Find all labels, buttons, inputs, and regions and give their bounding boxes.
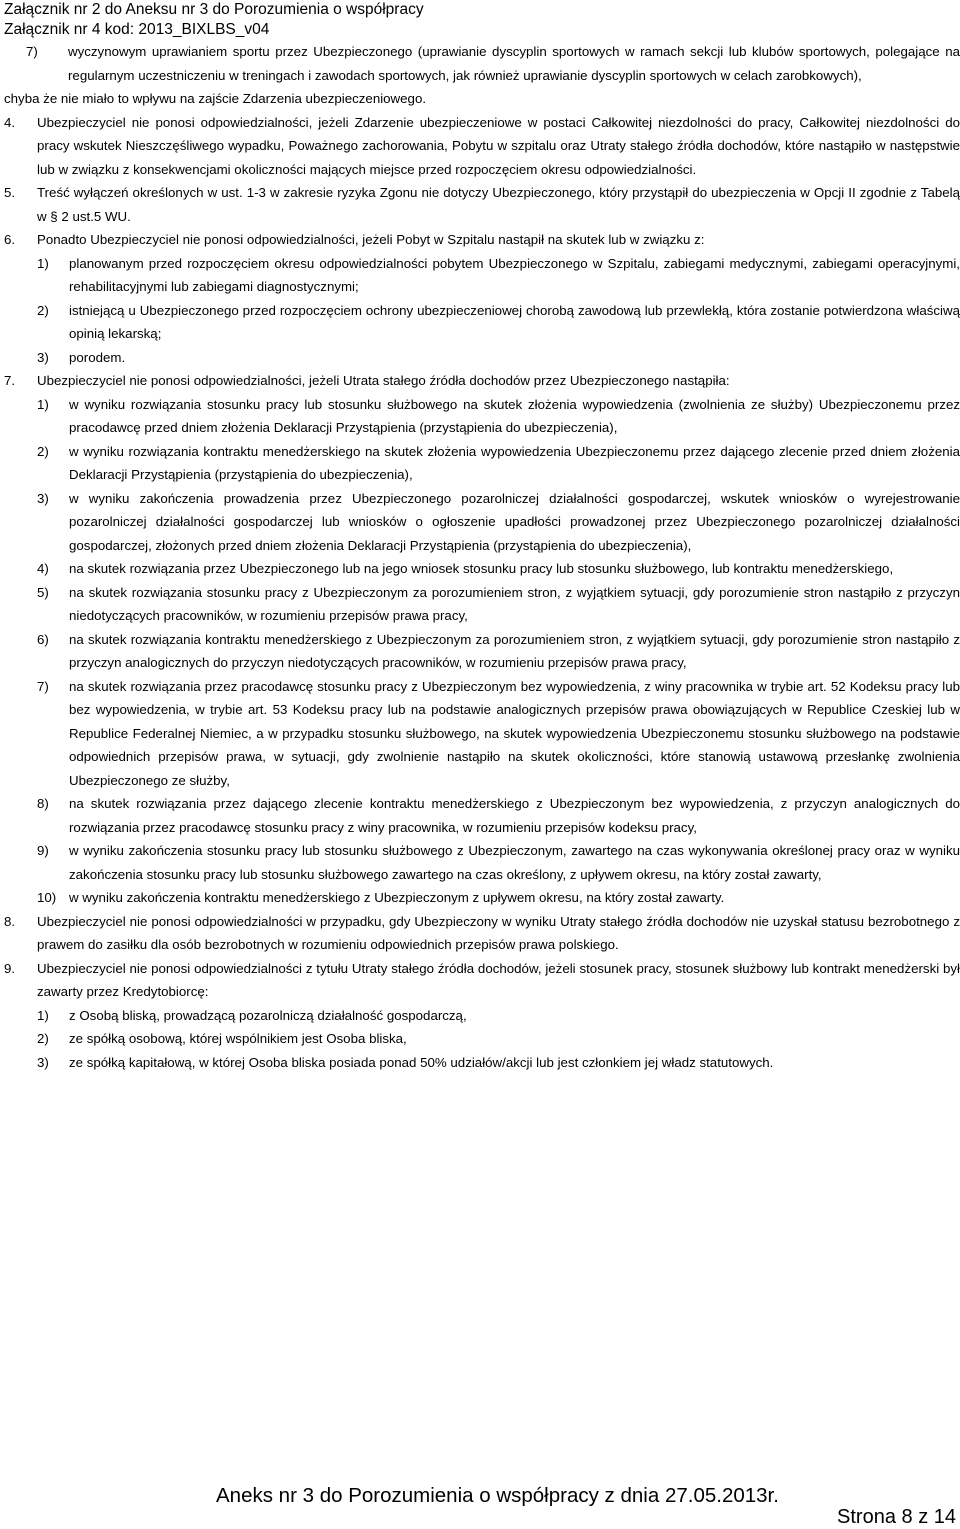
page-number: Strona 8 z 14 [837, 1506, 956, 1528]
numbered-point [0, 910, 960, 957]
item-number: 7) [26, 44, 38, 59]
sub-item-number: 2) [37, 1031, 49, 1046]
sub-item [0, 487, 960, 558]
point-text: Treść wyłączeń określonych w ust. 1-3 w zakresie ryzyka Zgonu nie dotyczy Ubezpieczonego, który przystąpił do ubezpieczenia w Opcji II zgodnie z Tabelą w § 2 ust.5 WU. [37, 185, 960, 224]
point-text: Ponadto Ubezpieczyciel nie ponosi odpowiedzialności, jeżeli Pobyt w Szpitalu nastąpił na skutek lub w związku z: [37, 232, 705, 247]
sub-item-text: w wyniku zakończenia prowadzenia przez Ubezpieczonego pozarolniczej działalności gospodarczej, wskutek wniosków o wyrejestrowanie pozarolniczej działalności gospodarczej lub wniosków o ogłoszenie upadłości prowadzonej przez Ubezpieczonego pozarolniczej działalności gospodarczej, złożonych przed dniem złożenia Deklaracji Przystąpienia (przystąpienia do ubezpieczenia), [69, 490, 960, 553]
sub-item-number: 3) [37, 490, 49, 506]
sub-item-number: 10) [37, 890, 57, 905]
sub-item-text: planowanym przed rozpoczęciem okresu odpowiedzialności pobytem Ubezpieczonego w Szpitalu, zabiegami medycznymi, zabiegami operacyjnymi, rehabilitacyjnymi lub zabiegami diagnostycznymi; [69, 255, 960, 294]
sub-item-text: na skutek rozwiązania stosunku pracy z Ubezpieczonym za porozumieniem stron, z wyjątkiem sytuacji, gdy porozumienie stron nastąpiło z przyczyn niedotyczących pracowników, w rozumieniu przepisów prawa pracy, [69, 584, 960, 623]
sub-item [0, 346, 960, 370]
sub-item-number: 8) [37, 796, 49, 811]
sub-item [0, 675, 960, 793]
sub-item-number: 1) [37, 1007, 49, 1023]
sub-item-number: 3) [37, 1054, 49, 1070]
page-footer [0, 1483, 960, 1527]
sub-item-text: porodem. [69, 349, 126, 365]
sub-item-text: w wyniku zakończenia kontraktu menedżerskiego z Ubezpieczonym z upływem okresu, na który został zawarty. [69, 890, 725, 905]
sub-item [0, 886, 960, 910]
sub-item-number: 4) [37, 561, 49, 576]
sub-item [0, 1051, 960, 1075]
point-number: 8. [4, 913, 16, 929]
sub-item [0, 628, 960, 675]
sub-item [0, 1004, 960, 1028]
point-text: Ubezpieczyciel nie ponosi odpowiedzialności w przypadku, gdy Ubezpieczony w wyniku Utraty stałego źródła dochodów nie uzyskał statusu bezrobotnego z prawem do zasiłku dla osób bezrobotnych w rozumieniu odpowiednich przepisów prawa polskiego. [37, 913, 960, 952]
sub-item-text: ze spółką osobową, której wspólnikiem jest Osoba bliska, [69, 1031, 407, 1046]
sub-item-text: z Osobą bliską, prowadzącą pozarolniczą działalność gospodarczą, [69, 1007, 467, 1023]
sub-item-number: 5) [37, 584, 49, 600]
sub-item-text: na skutek rozwiązania przez dającego zlecenie kontraktu menedżerskiego z Ubezpieczonym bez wypowiedzenia, z przyczyn analogicznych do rozwiązania przez pracodawcę stosunku pracy z winy pracownika, w rozumieniu przepisów kodeksu pracy, [69, 796, 960, 835]
point-number: 9. [4, 960, 16, 976]
paragraph-tail: chyba że nie miało to wpływu na zajście Zdarzenia ubezpieczeniowego. [4, 91, 427, 106]
footer-title: Aneks nr 3 do Porozumienia o współpracy z dnia 27.05.2013r. [216, 1484, 779, 1507]
sub-item-number: 2) [37, 443, 49, 459]
sub-item-text: w wyniku rozwiązania kontraktu menedżerskiego na skutek złożenia wypowiedzenia Ubezpieczonemu przez dającego zlecenie przed dniem złożenia Deklaracji Przystąpienia (przystąpienia do ubezpieczenia), [69, 443, 960, 482]
document-body [0, 40, 960, 1074]
sub-item-number: 2) [37, 302, 49, 318]
point-number: 6. [4, 232, 16, 247]
point-number: 7. [4, 373, 16, 388]
point-text: Ubezpieczyciel nie ponosi odpowiedzialności z tytułu Utraty stałego źródła dochodów, jeżeli stosunek pracy, stosunek służbowy lub kontrakt menedżerski był zawarty przez Kredytobiorcę: [37, 960, 960, 999]
sub-item [0, 792, 960, 839]
sub-item [0, 299, 960, 346]
sub-item-number: 7) [37, 678, 49, 694]
numbered-point [0, 181, 960, 228]
sub-item-number: 9) [37, 843, 49, 858]
sub-item [0, 252, 960, 299]
point-number: 4. [4, 114, 16, 130]
point-text: Ubezpieczyciel nie ponosi odpowiedzialności, jeżeli Zdarzenie ubezpieczeniowe w postaci Całkowitej niezdolności do pracy, Całkowitej niezdolności do pracy wskutek Nieszczęśliwego wypadku, Poważnego zachorowania, Pobytu w szpitalu oraz Utraty stałego źródła dochodów, które nastąpiło w następstwie lub w związku z konsekwencjami okoliczności mających miejsce przed rozpoczęciem okresu odpowiedzialności. [37, 114, 960, 177]
numbered-point [0, 957, 960, 1004]
sub-item-number: 3) [37, 349, 49, 365]
sub-item-text: na skutek rozwiązania przez pracodawcę stosunku pracy z Ubezpieczonym bez wypowiedzenia, z winy pracownika w trybie art. 52 Kodeksu pracy lub bez wypowiedzenia, w trybie art. 53 Kodeksu pracy lub na podstawie analogicznych przepisów prawa obowiązujących w Republice Czeskiej lub w Republice Federalnej Niemiec, a w przypadku stosunku służbowego, na skutek wypowiedzenia Ubezpieczonemu stosunku służbowego na podstawie odpowiednich przepisów prawa, w sytuacji, gdy zwolnienie nastąpiło na skutek okoliczności, które stanowią ustawową przesłankę zwolnienia Ubezpieczonego ze służby, [69, 678, 960, 788]
header-attachment-code: Załącznik nr 4 kod: 2013_BIXLBS_v04 [4, 21, 270, 38]
numbered-point [0, 111, 960, 182]
sub-item-text: na skutek rozwiązania kontraktu menedżerskiego z Ubezpieczonym za porozumieniem stron, z wyjątkiem sytuacji, gdy porozumienie stron nastąpiło z przyczyn analogicznych do przyczyn niedotyczących pracowników, w rozumieniu przepisów prawa pracy, [69, 631, 960, 670]
sub-item [0, 440, 960, 487]
sub-item-text: ze spółką kapitałową, w której Osoba bliska posiada ponad 50% udziałów/akcji lub jest członkiem jej władz statutowych. [69, 1054, 774, 1070]
sub-item [0, 1027, 960, 1051]
point-number: 5. [4, 185, 16, 200]
sub-item-text: w wyniku rozwiązania stosunku pracy lub stosunku służbowego na skutek złożenia wypowiedzenia (zwolnienia ze służby) Ubezpieczonemu przez pracodawcę przed dniem złożenia Deklaracji Przystąpienia (przystąpienia do ubezpieczenia), [69, 396, 960, 435]
numbered-point [0, 369, 960, 393]
list-item [0, 40, 960, 87]
sub-item-text: na skutek rozwiązania przez Ubezpieczonego lub na jego wniosek stosunku pracy lub stosunku służbowego, lub kontraktu menedżerskiego, [69, 561, 894, 576]
sub-item [0, 839, 960, 886]
header-annex-line: Załącznik nr 2 do Aneksu nr 3 do Porozumienia o współpracy [4, 1, 424, 18]
sub-item-text: w wyniku zakończenia stosunku pracy lub stosunku służbowego z Ubezpieczonym, zawartego na czas wykonywania określonej pracy oraz w wyniku zakończenia stosunku pracy lub stosunku służbowego zawartego na czas określony, z upływem okresu, na który został zawarty, [69, 843, 960, 882]
sub-item [0, 581, 960, 628]
item-text: wyczynowym uprawianiem sportu przez Ubezpieczonego (uprawianie dyscyplin sportowych w ramach sekcji lub klubów sportowych, polegające na regularnym uczestniczeniu w treningach i zawodach sportowych, jak również uprawianie dyscyplin sportowych w celach zarobkowych), [68, 44, 960, 83]
sub-item-number: 1) [37, 396, 49, 412]
page-header [4, 0, 954, 40]
point-text: Ubezpieczyciel nie ponosi odpowiedzialności, jeżeli Utrata stałego źródła dochodów przez Ubezpieczonego nastąpiła: [37, 373, 730, 388]
sub-item-number: 1) [37, 255, 49, 271]
sub-item [0, 393, 960, 440]
sub-item-number: 6) [37, 631, 49, 647]
sub-item-text: istniejącą u Ubezpieczonego przed rozpoczęciem ochrony ubezpieczeniowej chorobą zawodową lub przewlekłą, która zostanie potwierdzona właściwą opinią lekarską; [69, 302, 960, 341]
numbered-point [0, 228, 960, 252]
numbered-points [0, 111, 960, 1075]
sub-item [0, 557, 960, 581]
